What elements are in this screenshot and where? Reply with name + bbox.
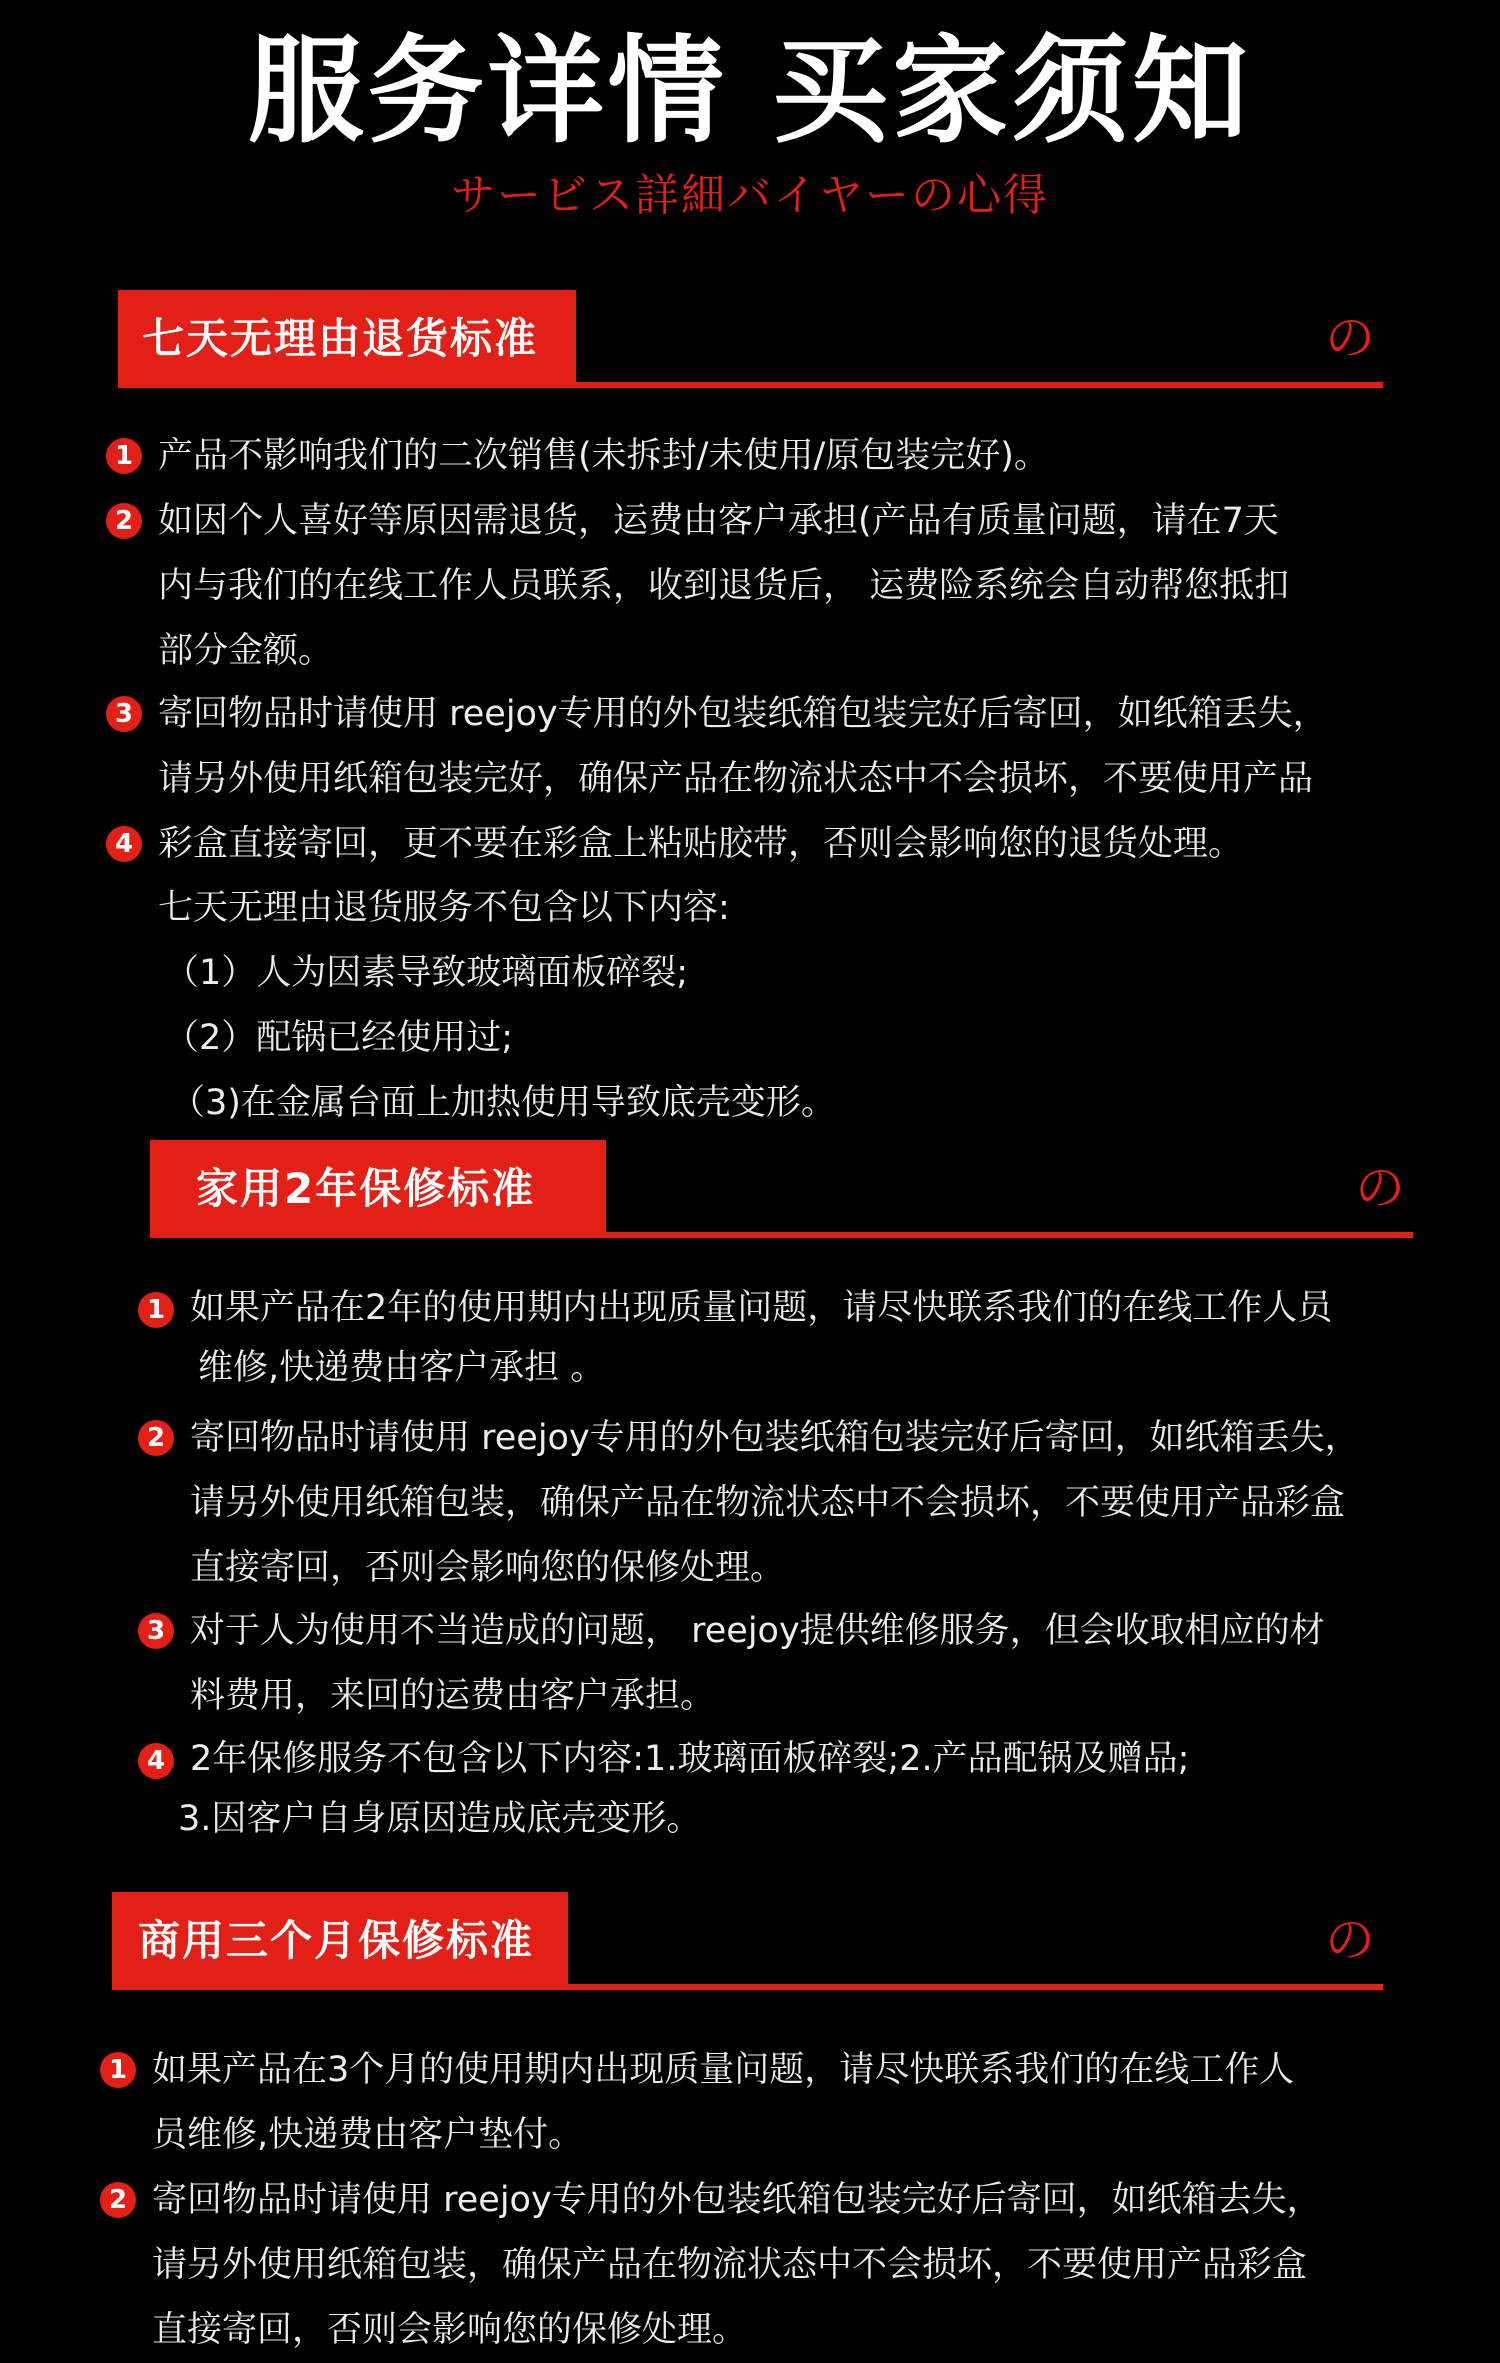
item-line: 产品不影响我们的二次销售(未拆封/未使用/原包装完好)。 <box>158 436 1049 476</box>
list-item <box>152 2038 1294 2168</box>
item-line: 如因个人喜好等原因需退货，运费由客户承担(产品有质量问题，请在7天 <box>158 501 1279 541</box>
item-line: 请另外使用纸箱包装完好，确保产品在物流状态中不会损坏，不要使用产品 <box>158 759 1314 799</box>
item-line: 内与我们的在线工作人员联系，收到退货后， 运费险系统会自动帮您抵扣 <box>158 566 1290 606</box>
item-line: 对于人为使用不当造成的问题， reejoy提供维修服务，但会收取相应的材 <box>190 1611 1325 1651</box>
item-line: 直接寄回，否则会影响您的保修处理。 <box>190 1548 786 1588</box>
item-line: 料费用，来回的运费由客户承担。 <box>190 1676 716 1716</box>
section-divider <box>576 382 1383 388</box>
item-line: 请另外使用纸箱包装，确保产品在物流状态中不会损坏，不要使用产品彩盒 <box>152 2245 1308 2285</box>
page-subtitle: サービス詳細バイヤーの心得 <box>451 170 1049 221</box>
section-mark: の <box>1325 1911 1375 1969</box>
item-line: 如果产品在3个月的使用期内出现质量问题，请尽快联系我们的在线工作人 <box>152 2050 1295 2090</box>
list-item <box>152 2168 1322 2363</box>
exclusions-list <box>158 876 836 1136</box>
item-line: 2年保修服务不包含以下内容:1.玻璃面板碎裂;2.产品配锅及赠品; <box>190 1739 1190 1779</box>
item-line: 寄回物品时请使用 reejoy专用的外包装纸箱包装完好后寄回，如纸箱丢失， <box>190 1418 1360 1458</box>
page-title: 服务详情 买家须知 <box>247 24 1253 159</box>
section-header-commercial-3-month-warranty <box>112 1892 1383 1990</box>
section-header-seven-day-return <box>118 290 1383 388</box>
section-title: 家用2年保修标准 <box>150 1140 606 1238</box>
item-number-badge: 3 <box>106 696 142 732</box>
exclusion-line: （2）配锅已经使用过; <box>164 1018 514 1058</box>
item-line: 寄回物品时请使用 reejoy专用的外包装纸箱包装完好后寄回，如纸箱去失， <box>152 2180 1322 2220</box>
exclusion-line: （1）人为因素导致玻璃面板碎裂; <box>164 953 689 993</box>
item-number-badge: 1 <box>106 438 142 474</box>
item-number-badge: 4 <box>138 1743 174 1779</box>
item-line: 直接寄回，否则会影响您的保修处理。 <box>152 2310 748 2350</box>
item-number-badge: 1 <box>100 2052 136 2088</box>
item-number-badge: 1 <box>138 1292 174 1328</box>
exclusion-line: 七天无理由退货服务不包含以下内容: <box>158 888 730 928</box>
list-item <box>190 1278 1332 1398</box>
list-item <box>158 812 1243 877</box>
item-line: 员维修,快递费由客户垫付。 <box>152 2115 584 2155</box>
item-number-badge: 2 <box>106 503 142 539</box>
list-item <box>158 489 1289 684</box>
item-line: 寄回物品时请使用 reejoy专用的外包装纸箱包装完好后寄回，如纸箱丢失， <box>158 694 1328 734</box>
section-title: 七天无理由退货标准 <box>118 290 576 388</box>
section-divider <box>568 1984 1383 1990</box>
section-mark: の <box>1355 1159 1405 1217</box>
item-number-badge: 2 <box>138 1420 174 1456</box>
exclusion-line: 3.因客户自身原因造成底壳变形。 <box>178 1799 702 1839</box>
list-item <box>190 1599 1325 1729</box>
list-item <box>190 1406 1360 1601</box>
item-number-badge: 2 <box>100 2182 136 2218</box>
section-mark: の <box>1325 309 1375 367</box>
list-item <box>158 424 1049 489</box>
section-title: 商用三个月保修标准 <box>112 1892 568 1990</box>
list-item <box>178 1729 1190 1849</box>
item-line: 维修,快递费由客户承担 。 <box>198 1348 606 1388</box>
list-item <box>158 682 1328 812</box>
exclusion-line: （3)在金属台面上加热使用导致底壳变形。 <box>170 1083 836 1123</box>
item-number-badge: 3 <box>138 1613 174 1649</box>
section-header-home-2-year-warranty <box>150 1140 1413 1238</box>
item-number-badge: 4 <box>106 826 142 862</box>
item-line: 彩盒直接寄回，更不要在彩盒上粘贴胶带，否则会影响您的退货处理。 <box>158 824 1244 864</box>
item-line: 部分金额。 <box>158 631 334 671</box>
item-line: 如果产品在2年的使用期内出现质量问题，请尽快联系我们的在线工作人员 <box>190 1288 1333 1328</box>
section-divider <box>606 1232 1413 1238</box>
item-line: 请另外使用纸箱包装，确保产品在物流状态中不会损坏，不要使用产品彩盒 <box>190 1483 1346 1523</box>
